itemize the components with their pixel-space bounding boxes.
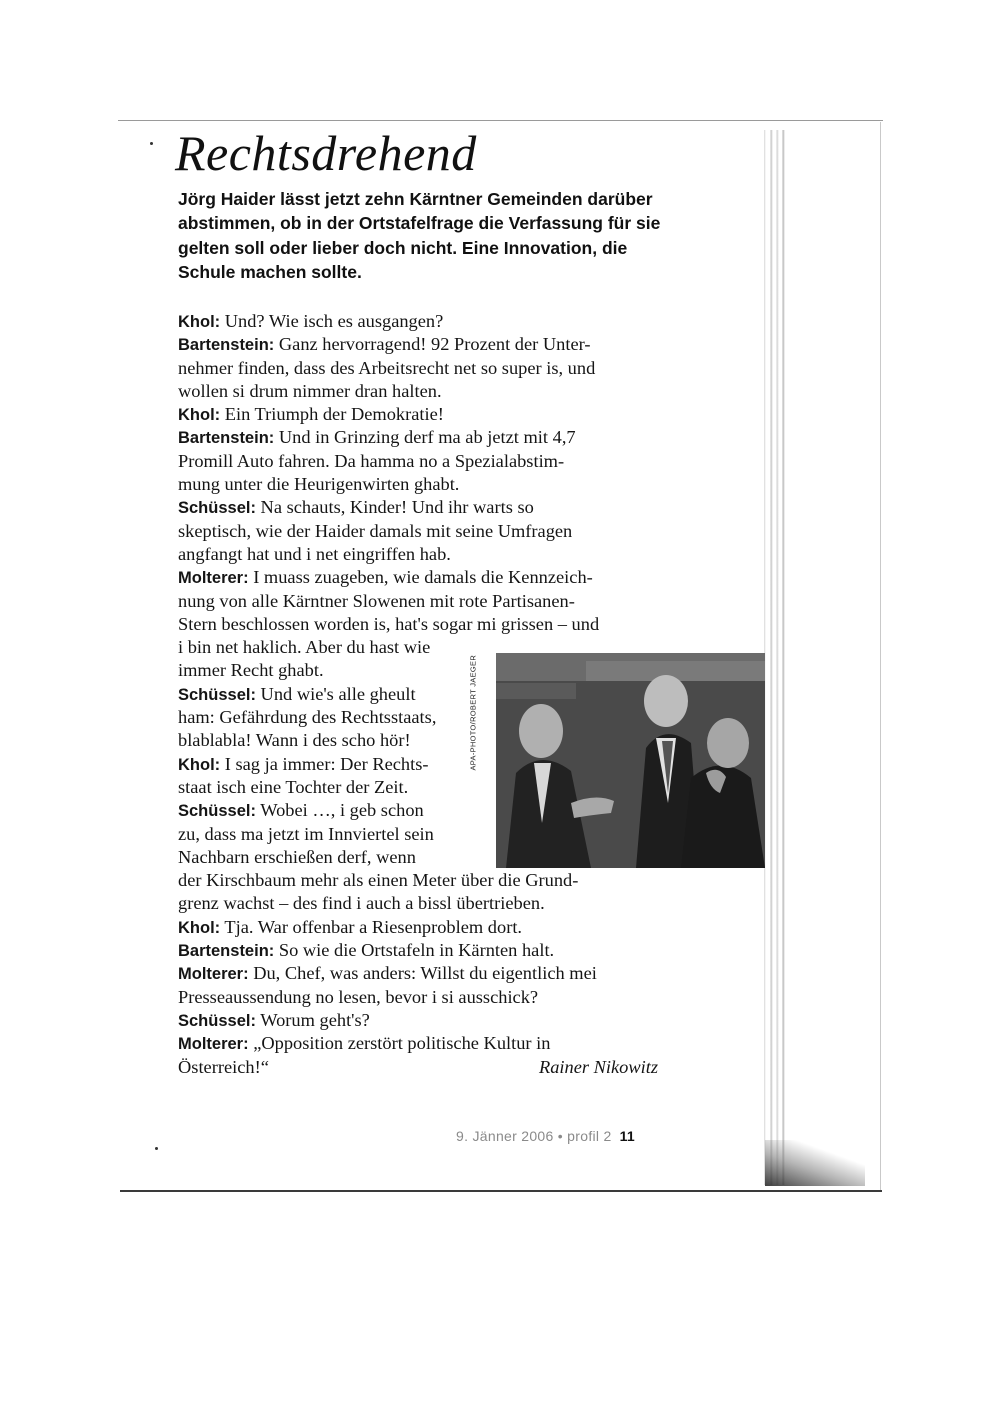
scan-speck: [150, 142, 153, 145]
dialogue-line: [178, 962, 668, 985]
page-footer: [456, 1128, 635, 1144]
author-byline: Rainer Nikowitz: [538, 1056, 658, 1077]
dialogue-line: [178, 613, 668, 636]
dialogue-text: Na schauts, Kinder! Und ihr warts so: [255, 497, 534, 518]
dialogue-line: [178, 590, 668, 613]
dialogue-line: [178, 1032, 668, 1055]
dialogue-text: Presseaussendung no lesen, bevor i si ausschick?: [178, 986, 539, 1007]
dialogue-text: „Opposition zerstört politische Kultur in: [248, 1033, 551, 1054]
dialogue-text: Promill Auto fahren. Da hamma no a Spezialabstim-: [178, 450, 565, 471]
dialogue-line: [178, 916, 668, 939]
speaker-name: Schüssel:: [178, 802, 256, 821]
speaker-name: Khol:: [178, 755, 221, 774]
lede-line: gelten soll oder lieber doch nicht. Eine Innovation, die: [178, 237, 628, 258]
speaker-name: Bartenstein:: [178, 336, 275, 355]
speaker-name: Khol:: [178, 313, 221, 331]
dialogue-line: [178, 450, 668, 473]
speaker-name: Schüssel:: [178, 499, 256, 518]
photo-credit: APA-PHOTO/ROBERT JAEGER: [468, 654, 478, 771]
dialogue-text: staat isch eine Tochter der Zeit.: [178, 776, 409, 797]
dialogue-line: [178, 310, 668, 333]
lede-line: Schule machen sollte.: [178, 261, 362, 282]
speaker-name: Molterer:: [178, 965, 249, 984]
speaker-name: Bartenstein:: [178, 429, 275, 448]
dialogue-text: i bin net haklich. Aber du hast wie: [178, 637, 431, 658]
dialogue-text: Nachbarn erschießen derf, wenn: [178, 846, 416, 867]
dialogue-line: [178, 403, 668, 426]
dialogue-text: Worum geht's?: [255, 1009, 370, 1030]
speaker-name: Bartenstein:: [178, 942, 275, 961]
lede-line: abstimmen, ob in der Ortstafelfrage die Verfassung für sie: [178, 213, 661, 234]
dialogue-text: Und? Wie isch es ausgangen?: [220, 311, 444, 331]
speaker-name: Molterer:: [178, 1035, 249, 1054]
speaker-name: Khol:: [178, 918, 221, 937]
dialogue-text: Österreich!“: [178, 1056, 269, 1077]
dialogue-line: [178, 566, 668, 589]
dialogue-line: [178, 520, 668, 543]
dialogue-text: nung von alle Kärntner Slowenen mit rote Partisanen-: [178, 590, 575, 611]
speaker-name: Schüssel:: [178, 685, 256, 704]
dialogue-text: skeptisch, wie der Haider damals mit seine Umfragen: [178, 520, 573, 541]
dialogue-text: nehmer finden, dass des Arbeitsrecht net so super is, und: [178, 357, 596, 378]
bottom-rule: [120, 1190, 882, 1192]
dialogue-text: Und wie's alle gheult: [255, 683, 416, 704]
news-photo: [496, 653, 765, 868]
issue-info: 9. Jänner 2006 • profil 2: [456, 1128, 612, 1144]
dialogue-text: Du, Chef, was anders: Willst du eigentlich mei: [248, 963, 597, 984]
dialogue-text: angfangt hat und i net eingriffen hab.: [178, 543, 451, 564]
article-lede: [178, 187, 698, 284]
photo-image: [496, 653, 765, 868]
dialogue-text: I sag ja immer: Der Rechts-: [220, 753, 429, 774]
dialogue-text: Ein Triumph der Demokratie!: [220, 404, 444, 425]
dialogue-text: wollen si drum nimmer dran halten.: [178, 380, 442, 401]
dialogue-text: ham: Gefährdung des Rechtsstaats,: [178, 707, 437, 728]
dialogue-text: der Kirschbaum mehr als einen Meter über die Grund-: [178, 870, 579, 891]
dialogue-text: Ganz hervorragend! 92 Prozent der Unter-: [274, 334, 591, 355]
speaker-name: Schüssel:: [178, 1011, 256, 1030]
dialogue-line: [178, 892, 668, 915]
dialogue-line: [178, 380, 668, 403]
article-title: Rechtsdrehend: [175, 125, 477, 181]
dialogue-line: [178, 986, 668, 1009]
dialogue-text: Wobei …, i geb schon: [255, 800, 424, 821]
dialogue-line: [178, 357, 668, 380]
top-rule: [118, 120, 883, 121]
speaker-name: Khol:: [178, 406, 221, 425]
page-edge-strip: [764, 130, 864, 1185]
dialogue-line: [178, 939, 668, 962]
scan-speck: [155, 1147, 158, 1150]
dialogue-line: [178, 496, 668, 519]
page-edge-shadow: [765, 1140, 865, 1186]
dialogue-text: I muass zuageben, wie damals die Kennzeich-: [248, 567, 593, 588]
page-number: 11: [619, 1128, 636, 1144]
dialogue-text: Stern beschlossen worden is, hat's sogar mi grissen – und: [178, 613, 600, 634]
dialogue-line: [178, 869, 668, 892]
speaker-name: Molterer:: [178, 569, 249, 588]
dialogue-text: Tja. War offenbar a Riesenproblem dort.: [220, 916, 523, 937]
dialogue-text: immer Recht ghabt.: [178, 660, 324, 681]
dialogue-text: blablabla! Wann i des scho hör!: [178, 730, 411, 751]
dialogue-line: [178, 1009, 668, 1032]
dialogue-text: mung unter die Heurigenwirten ghabt.: [178, 474, 460, 495]
dialogue-line: [178, 426, 668, 449]
dialogue-line: [178, 333, 668, 356]
page-right-edge: [880, 122, 881, 1190]
dialogue-text: grenz wachst – des find i auch a bissl übertrieben.: [178, 893, 545, 914]
dialogue-text: So wie die Ortstafeln in Kärnten halt.: [274, 940, 555, 961]
dialogue-line: [178, 1056, 668, 1079]
dialogue-text: zu, dass ma jetzt im Innviertel sein: [178, 823, 434, 844]
dialogue-text: Und in Grinzing derf ma ab jetzt mit 4,7: [274, 427, 576, 448]
dialogue-line: [178, 473, 668, 496]
dialogue-line: [178, 543, 668, 566]
lede-line: Jörg Haider lässt jetzt zehn Kärntner Gemeinden darüber: [178, 189, 653, 209]
